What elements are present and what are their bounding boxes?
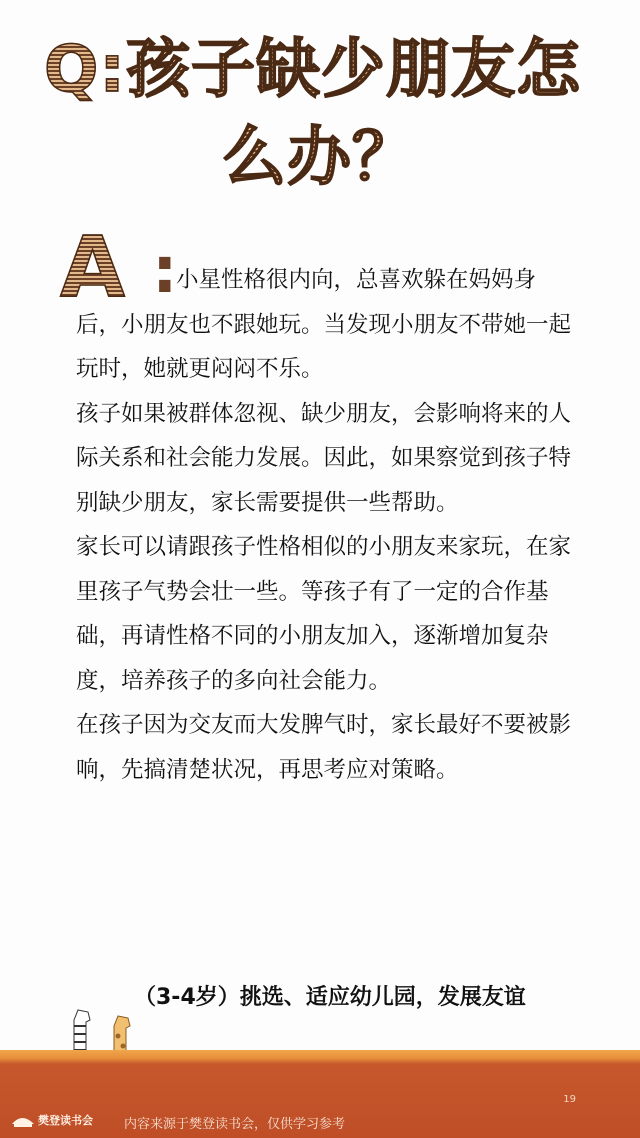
answer-paragraph: 孩子如果被群体忽视、缺少朋友，会影响将来的人际关系和社会能力发展。因此，如果察觉到孩子特别缺少朋友，家长需要提供一些帮助。: [76, 400, 572, 516]
answer-colon: :: [152, 234, 178, 308]
question-title: [44, 26, 604, 202]
brand-name: 樊登读书会: [38, 1114, 93, 1127]
question-line-1: 孩子缺少朋友怎: [126, 33, 581, 107]
age-topic-label: （3-4岁）挑选、适应幼儿园，发展友谊: [134, 985, 526, 1010]
answer-paragraph: 家长可以请跟孩子性格相似的小朋友来家玩，在家里孩子气势会壮一些。等孩子有了一定的合作基础，再请性格不同的小朋友加入，逐渐增加复杂度，培养孩子的多向社会能力。: [76, 534, 572, 694]
question-prefix: Q:: [44, 33, 126, 107]
answer-paragraph: 在孩子因为交友而大发脾气时，家长最好不要被影响，先搞清楚状况，再思考应对策略。: [76, 712, 572, 783]
footer-bar: [0, 1050, 640, 1138]
question-line-2: 么办？: [222, 121, 417, 195]
answer-paragraph: 小星性格很内向，总喜欢躲在妈妈身后，小朋友也不跟她玩。当发现小朋友不带她一起玩时，她就更闷闷不乐。: [76, 267, 572, 382]
footer-source-note: 内容来源于樊登读书会，仅供学习参考: [124, 1117, 346, 1132]
page-number: 19: [563, 1094, 576, 1105]
answer-letter: A: [60, 218, 126, 316]
answer-body: [76, 258, 576, 792]
